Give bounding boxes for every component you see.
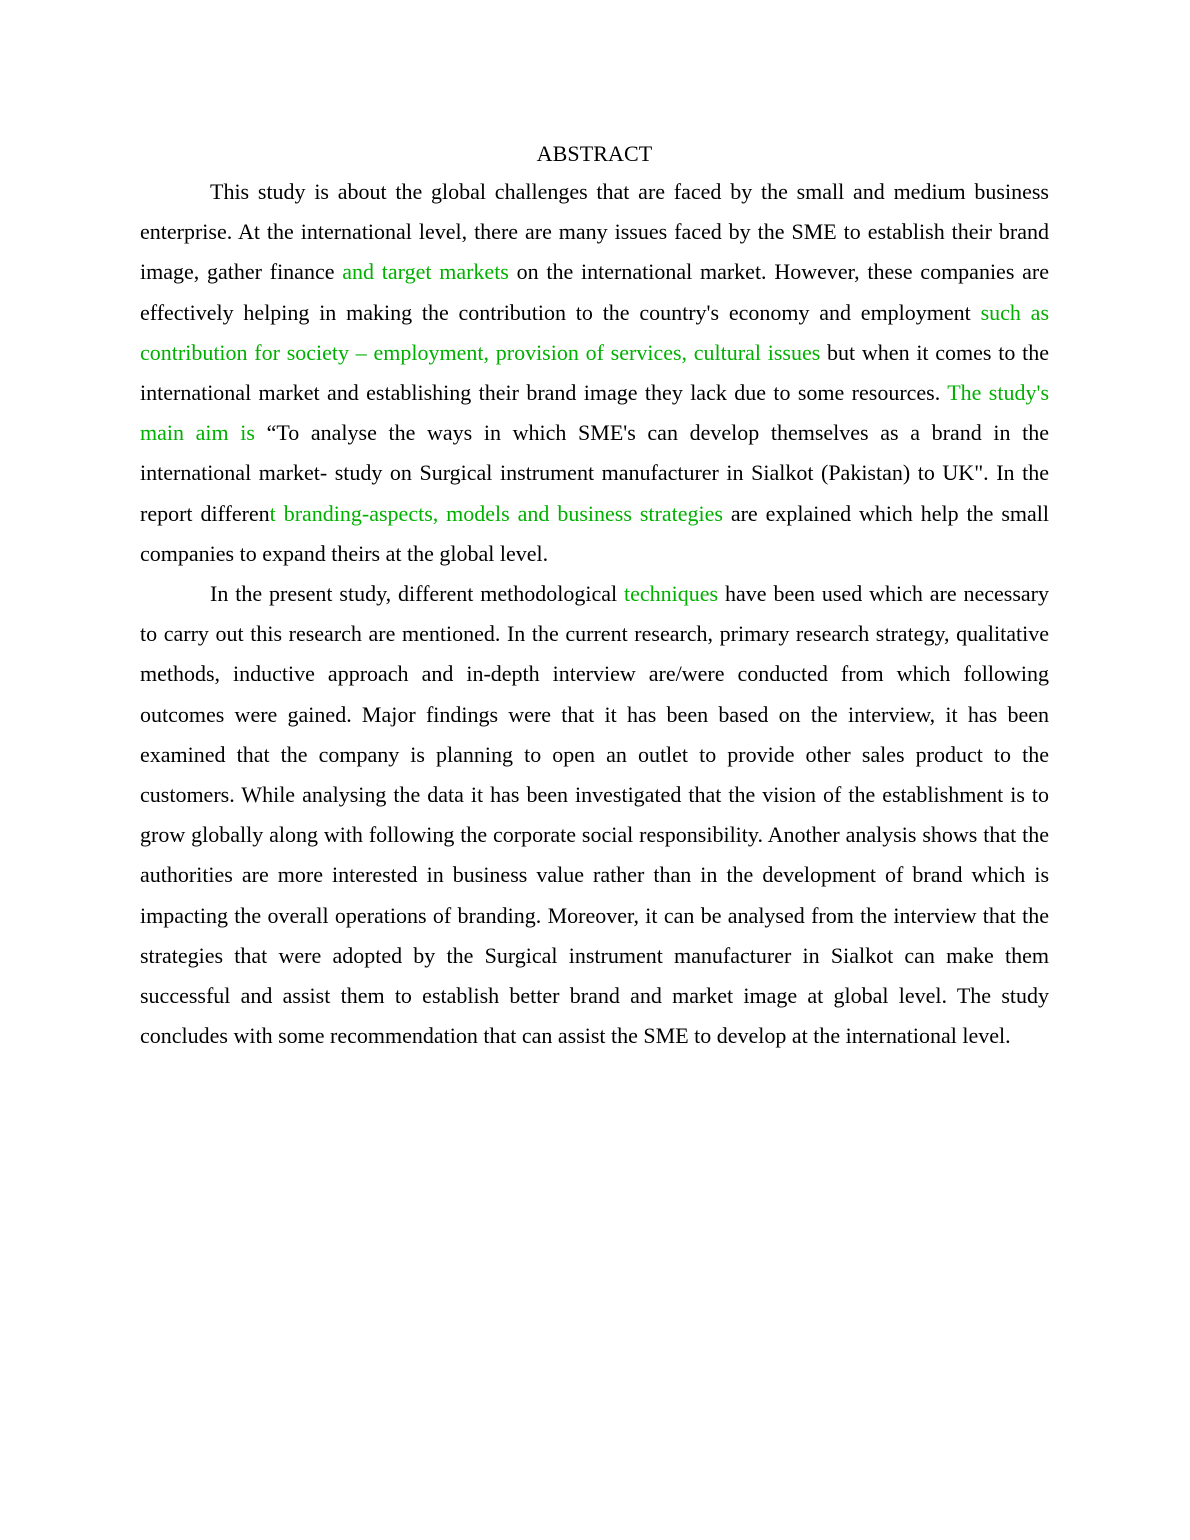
paragraph-text: In the present study, different methodological (210, 581, 625, 607)
highlighted-text: and target markets (342, 259, 509, 285)
abstract-title: ABSTRACT (536, 141, 653, 166)
paragraph-text: are explained which help the small companies to expand theirs at the global level. (140, 500, 1049, 566)
paragraph-text: on the international market. However, these companies are effectively helping in making the contribution to the country's economy and employment (140, 259, 1049, 325)
highlighted-text: such as contribution for society – employment, provision of services, cultural issues (140, 299, 1050, 365)
highlighted-text: The study's main aim is (140, 380, 1049, 446)
highlighted-text: techniques (624, 581, 719, 607)
highlighted-text: t branding-aspects, models and business strategies (269, 500, 723, 526)
abstract-paragraph (140, 574, 1049, 1056)
paragraph-text: This study is about the global challenges that are faced by the small and medium business enterprise. At the international level, there are many issues faced by the SME to establish their brand image, gather finance (140, 179, 1049, 285)
paragraph-text: “To analyse the ways in which SME's can develop themselves as a brand in the international market- study on Surgical instrument manufacturer in Sialkot (Pakistan) to UK". In the report differen (140, 420, 1049, 526)
paragraph-text: but when it comes to the international market and establishing their brand image they lack due to some resources. (140, 339, 1049, 406)
abstract-section (140, 136, 1049, 1056)
abstract-body (140, 172, 1049, 1056)
paragraph-text: have been used which are necessary to carry out this research are mentioned. In the current research, primary research strategy, qualitative methods, inductive approach and in-depth interview are/were conducted from which following outcomes were gained. Major findings were that it has been based on the interview, it has been examined that the company is planning to open an outlet to provide other sales product to the customers. While analysing the data it has been investigated that the vision of the establishment is to grow globally along with following the corporate social responsibility. Another analysis shows that the authorities are more interested in business value rather than in the development of brand which is impacting the overall operations of branding. Moreover, it can be analysed from the interview that the strategies that were adopted by the Surgical instrument manufacturer in Sialkot can make them successful and assist them to establish better brand and market image at global level. The study concludes with some recommendation that can assist the SME to develop at the international level. (140, 581, 1049, 1049)
abstract-paragraph (140, 172, 1049, 574)
